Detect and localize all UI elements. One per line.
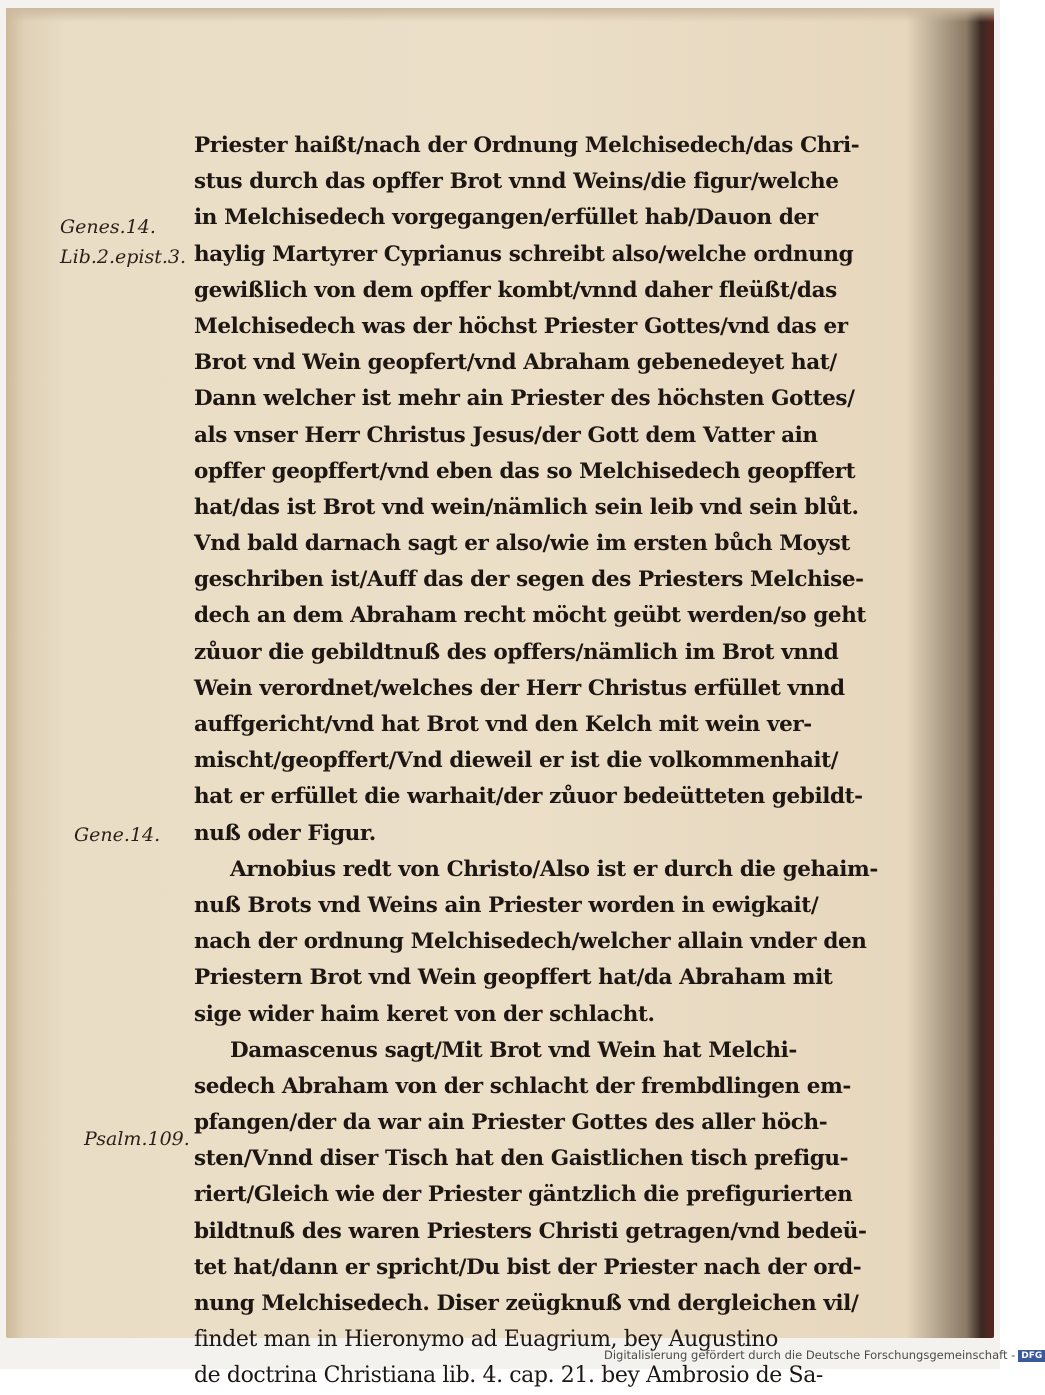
- text-line: bildtnuß des waren Priesters Christi getragen/vnd bedeü-: [194, 1218, 867, 1244]
- text-line: nuß oder Figur.: [194, 820, 376, 846]
- credit-text: Digitalisierung gefördert durch die Deutsche Forschungsgemeinschaft -: [604, 1348, 1016, 1362]
- text-line: auffgericht/vnd hat Brot vnd den Kelch mit wein ver-: [194, 712, 812, 737]
- text-line: nach der ordnung Melchisedech/welcher allain vnder den: [194, 929, 867, 955]
- text-line: Priester haißt/nach der Ordnung Melchisedech/das Chri-: [194, 133, 860, 158]
- dfg-logo: DFG: [1018, 1350, 1045, 1362]
- page-shadow: [6, 8, 994, 22]
- text-line: geschriben ist/Auff das der segen des Priesters Melchise-: [194, 567, 864, 593]
- text-line: stus durch das opffer Brot vnnd Weins/die figur/welche: [194, 169, 839, 195]
- text-line: pfangen/der da war ain Priester Gottes des aller höch-: [194, 1110, 828, 1136]
- margin-note-lib-2-epist-3: Lib.2.epist.3.: [60, 246, 187, 268]
- text-line: dech an dem Abraham recht möcht geübt werden/so geht: [194, 603, 866, 629]
- margin-note-genesis-14: Genes.14.: [60, 216, 156, 238]
- text-line: hat/das ist Brot vnd wein/nämlich sein leib vnd sein blůt.: [194, 494, 859, 520]
- digitization-credit: [604, 1346, 1043, 1364]
- text-line: in Melchisedech vorgegangen/erfüllet hab/Dauon der: [194, 205, 818, 231]
- margin-note-psalm-109: Psalm.109.: [84, 1128, 190, 1150]
- margin-note-gene-14: Gene.14.: [74, 824, 161, 846]
- text-line: Brot vnd Wein geopfert/vnd Abraham gebenedeyet hat/: [194, 350, 837, 376]
- text-line: Melchisedech was der höchst Priester Gottes/vnd das er: [194, 313, 848, 339]
- text-line: Damascenus sagt/Mit Brot vnd Wein hat Melchi-: [230, 1037, 797, 1063]
- text-line: Arnobius redt von Christo/Also ist er durch die gehaim-: [230, 856, 878, 882]
- text-line: gewißlich von dem opffer kombt/vnnd daher fleüßt/das: [194, 277, 837, 303]
- text-line: riert/Gleich wie der Priester gäntzlich die prefigurierten: [194, 1182, 853, 1208]
- text-line: opffer geopffert/vnd eben das so Melchisedech geopffert: [194, 458, 856, 484]
- text-line: nung Melchisedech. Diser zeügknuß vnd dergleichen vil/: [194, 1291, 859, 1316]
- text-line: haylig Martyrer Cyprianus schreibt also/welche ordnung: [194, 241, 854, 267]
- main-text-block: [194, 128, 884, 1395]
- text-line: sedech Abraham von der schlacht der frembdlingen em-: [194, 1073, 851, 1099]
- text-line: sten/Vnnd diser Tisch hat den Gaistlichen tisch prefigu-: [194, 1146, 849, 1172]
- text-line: Dann welcher ist mehr ain Priester des höchsten Gottes/: [194, 386, 855, 412]
- text-line: de doctrina Christiana lib. 4. cap. 21. bey Ambrosio de Sa-: [194, 1363, 823, 1389]
- text-line: zůuor die gebildtnuß des opffers/nämlich im Brot vnnd: [194, 639, 839, 665]
- text-line: findet man in Hieronymo ad Euagrium, bey Augustino: [194, 1327, 778, 1353]
- text-line: sige wider haim keret von der schlacht.: [194, 1001, 655, 1027]
- text-line: hat er erfüllet die warhait/der zůuor bedeütteten gebildt-: [194, 784, 863, 810]
- text-line: tet hat/dann er spricht/Du bist der Priester nach der ord-: [194, 1254, 862, 1280]
- text-line: nuß Brots vnd Weins ain Priester worden in ewigkait/: [194, 892, 819, 918]
- text-line: Priestern Brot vnd Wein geopffert hat/da Abraham mit: [194, 965, 833, 991]
- text-line: Wein verordnet/welches der Herr Christus erfüllet vnnd: [194, 675, 845, 701]
- text-line: als vnser Herr Christus Jesus/der Gott dem Vatter ain: [194, 422, 818, 448]
- text-line: Vnd bald darnach sagt er also/wie im ersten bůch Moyst: [194, 531, 850, 557]
- text-line: mischt/geopffert/Vnd dieweil er ist die volkommenhait/: [194, 748, 839, 774]
